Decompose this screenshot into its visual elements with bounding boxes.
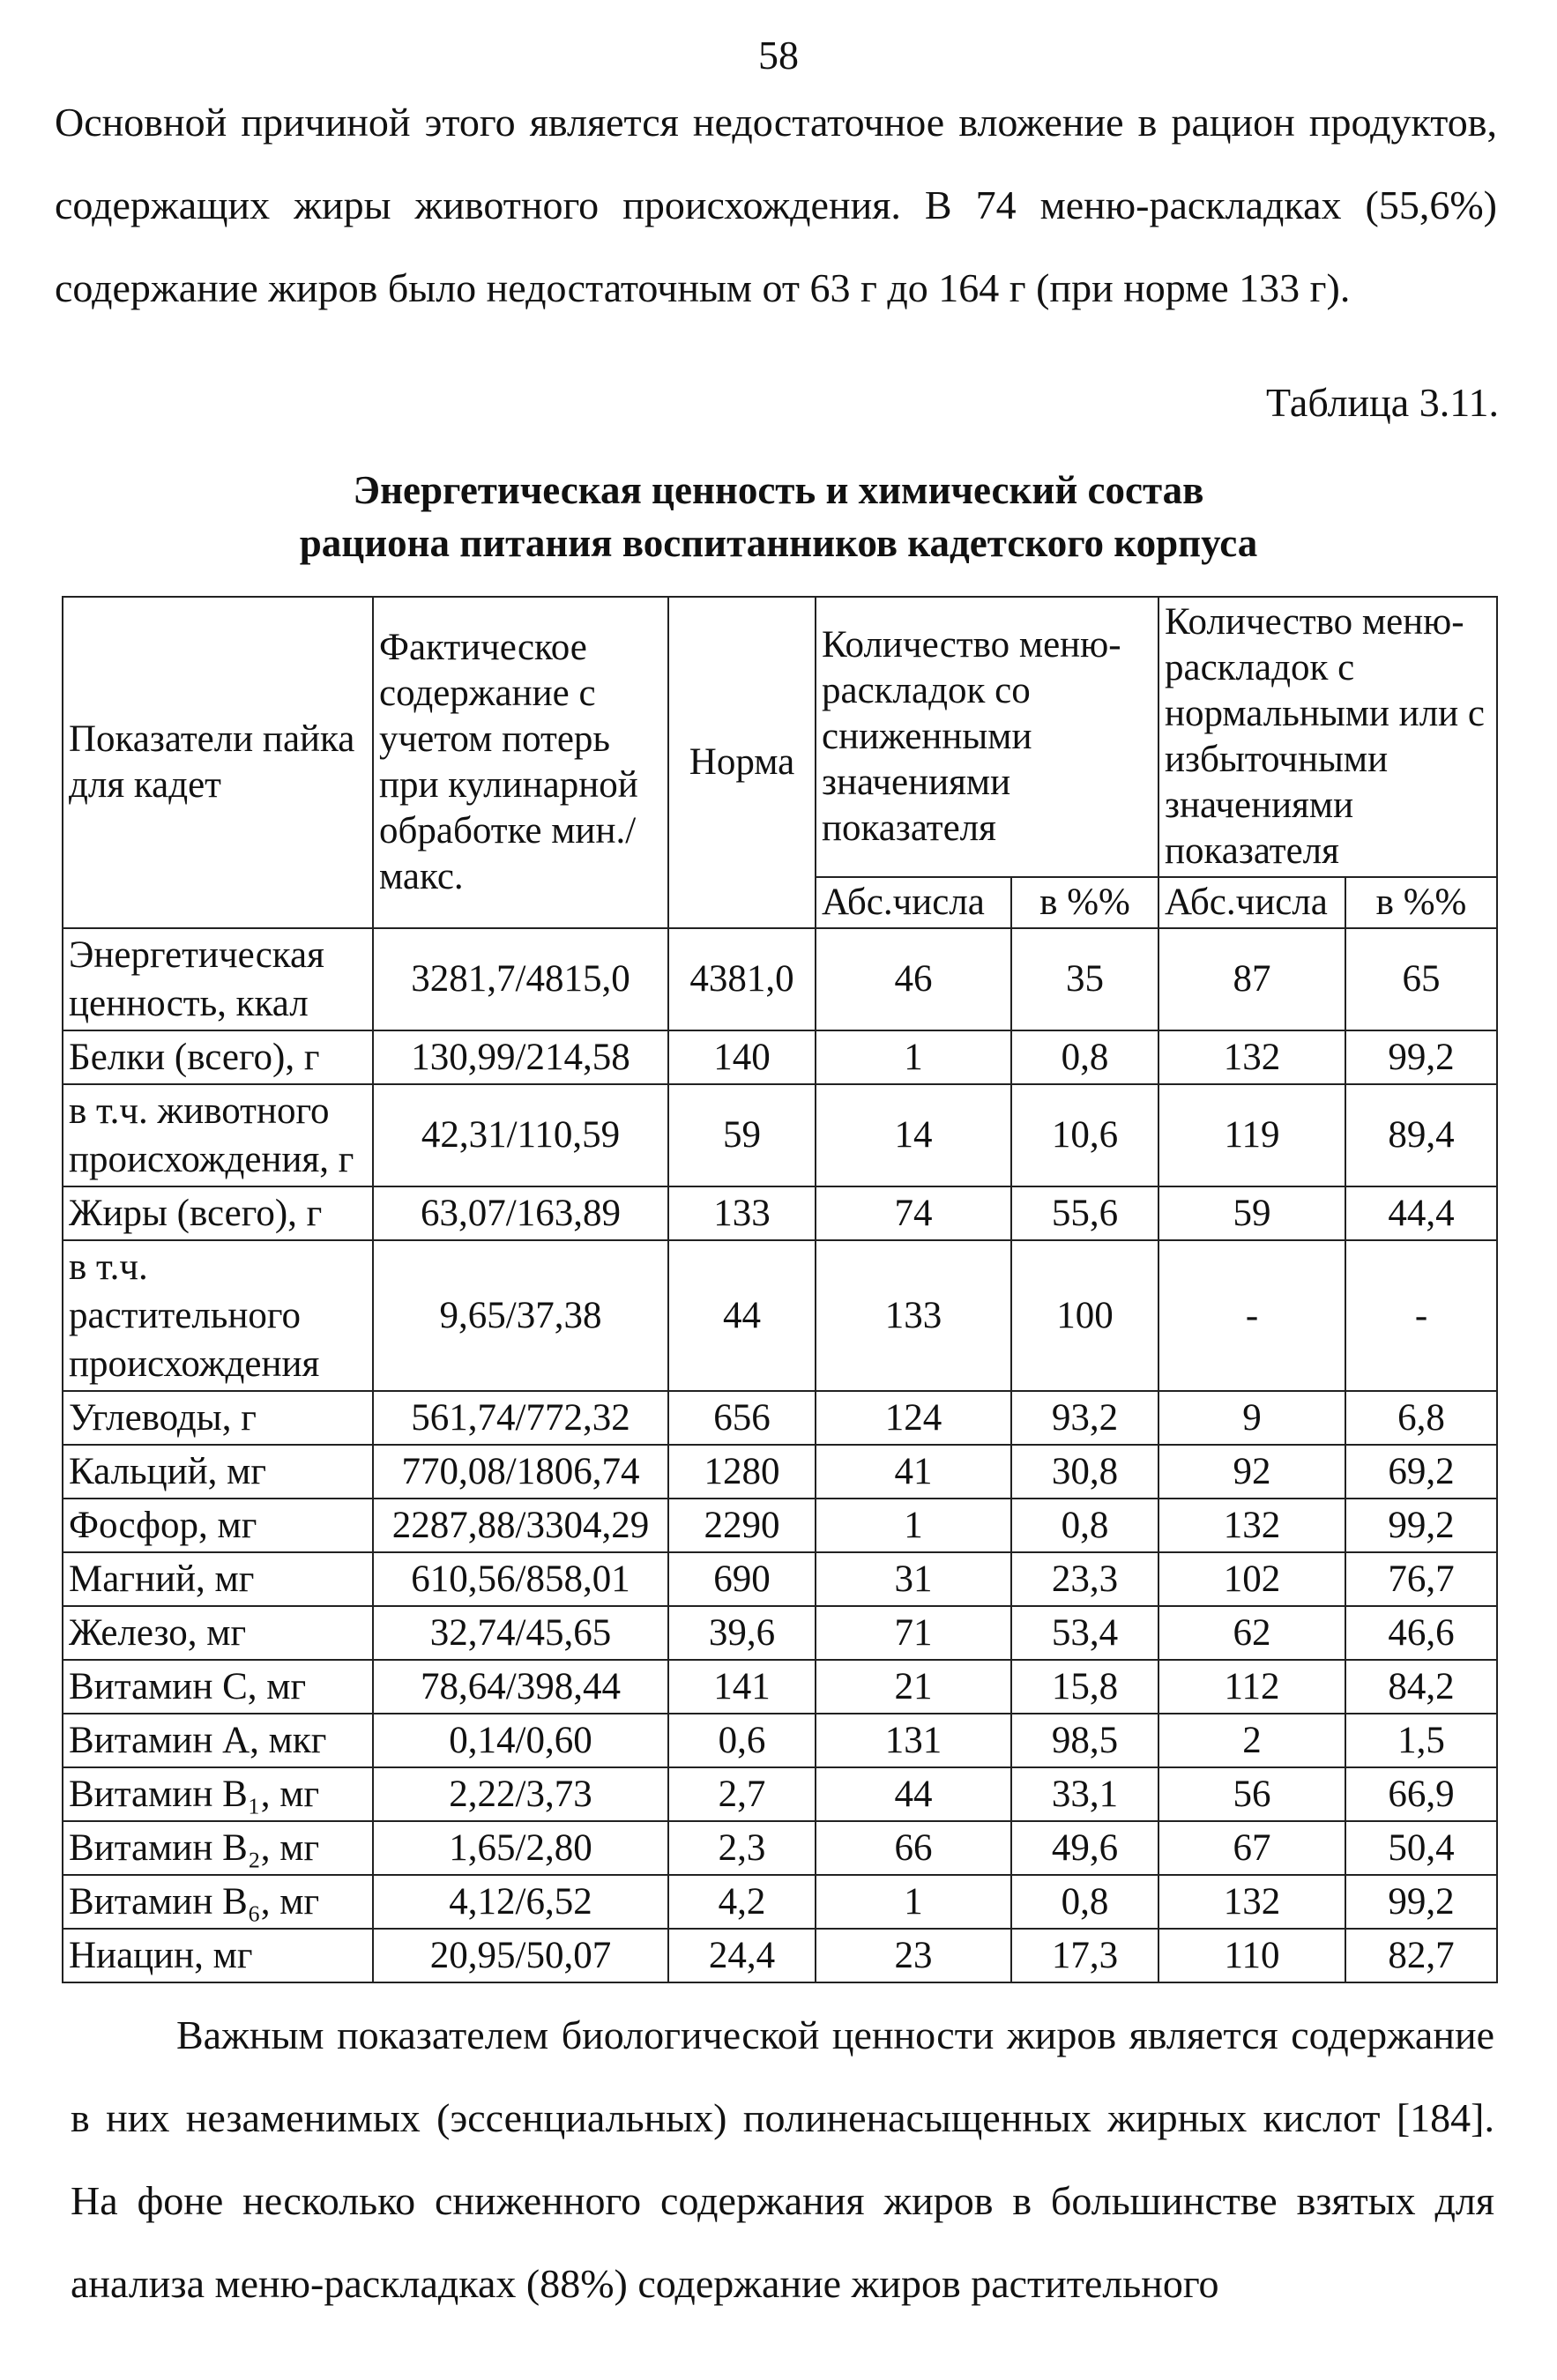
row-indicator: Энергетическая ценность, ккал (63, 928, 373, 1030)
row-indicator: Витамин С, мг (63, 1660, 373, 1714)
cell-nor-abs: 67 (1158, 1821, 1345, 1875)
table-row (63, 1391, 1497, 1445)
intro-paragraph: Основной причиной этого является недостаточное вложение в рацион продуктов, содержащих жиры животного происхождения. В 74 меню-раскладках (55,6%) содержание жиров было недостаточным от 63 г до 164 г (при норме 133 г). (55, 100, 1497, 310)
row-indicator: Витамин В₂, мг (63, 1821, 373, 1875)
cell-nor-pct: 69,2 (1345, 1445, 1497, 1499)
cell-nor-pct: 50,4 (1345, 1821, 1497, 1875)
header-normal-abs: Абс.числа (1158, 877, 1345, 928)
row-indicator: Витамин А, мкг (63, 1714, 373, 1767)
cell-norm: 1280 (668, 1445, 816, 1499)
table-row (63, 1767, 1497, 1821)
cell-norm: 133 (668, 1186, 816, 1240)
cell-nor-abs: 9 (1158, 1391, 1345, 1445)
cell-actual: 3281,7/4815,0 (373, 928, 668, 1030)
row-indicator: Белки (всего), г (63, 1030, 373, 1084)
cell-red-pct: 15,8 (1011, 1660, 1158, 1714)
cell-nor-abs: 102 (1158, 1552, 1345, 1606)
cell-nor-pct: 99,2 (1345, 1499, 1497, 1552)
cell-nor-abs: 132 (1158, 1499, 1345, 1552)
cell-red-pct: 100 (1011, 1240, 1158, 1391)
cell-actual: 63,07/163,89 (373, 1186, 668, 1240)
cell-actual: 610,56/858,01 (373, 1552, 668, 1606)
row-indicator: Магний, мг (63, 1552, 373, 1606)
header-reduced-abs: Абс.числа (816, 877, 1011, 928)
cell-red-abs: 23 (816, 1929, 1011, 1982)
table-caption: Таблица 3.11. (1265, 380, 1499, 425)
header-normal: Количество меню-раскладок с нормальными или с избыточными значениями показателя (1158, 597, 1497, 877)
cell-nor-pct: 82,7 (1345, 1929, 1497, 1982)
table-title (0, 464, 1557, 569)
table-row (63, 1821, 1497, 1875)
cell-nor-pct: 46,6 (1345, 1606, 1497, 1660)
cell-nor-abs: 92 (1158, 1445, 1345, 1499)
cell-actual: 770,08/1806,74 (373, 1445, 668, 1499)
cell-nor-abs: 119 (1158, 1084, 1345, 1186)
cell-norm: 59 (668, 1084, 816, 1186)
cell-nor-abs: 132 (1158, 1875, 1345, 1929)
cell-red-abs: 44 (816, 1767, 1011, 1821)
cell-nor-pct: 76,7 (1345, 1552, 1497, 1606)
cell-red-pct: 17,3 (1011, 1929, 1158, 1982)
table-row (63, 1660, 1497, 1714)
cell-actual: 20,95/50,07 (373, 1929, 668, 1982)
cell-nor-abs: 2 (1158, 1714, 1345, 1767)
cell-norm: 690 (668, 1552, 816, 1606)
cell-red-pct: 30,8 (1011, 1445, 1158, 1499)
cell-red-abs: 1 (816, 1030, 1011, 1084)
table-row (63, 1186, 1497, 1240)
cell-actual: 1,65/2,80 (373, 1821, 668, 1875)
cell-norm: 44 (668, 1240, 816, 1391)
header-reduced-pct: в %% (1011, 877, 1158, 928)
row-indicator: Жиры (всего), г (63, 1186, 373, 1240)
table-row (63, 1606, 1497, 1660)
table-title-line-2: рациона питания воспитанников кадетского корпуса (299, 521, 1258, 565)
cell-nor-pct: 99,2 (1345, 1030, 1497, 1084)
header-normal-pct: в %% (1345, 877, 1497, 928)
cell-nor-abs: 56 (1158, 1767, 1345, 1821)
cell-nor-pct: - (1345, 1240, 1497, 1391)
cell-norm: 2,3 (668, 1821, 816, 1875)
cell-red-pct: 98,5 (1011, 1714, 1158, 1767)
cell-red-abs: 131 (816, 1714, 1011, 1767)
cell-nor-abs: 59 (1158, 1186, 1345, 1240)
row-indicator: Витамин В₆, мг (63, 1875, 373, 1929)
cell-red-pct: 33,1 (1011, 1767, 1158, 1821)
cell-red-abs: 133 (816, 1240, 1011, 1391)
table-row (63, 1240, 1497, 1391)
cell-actual: 78,64/398,44 (373, 1660, 668, 1714)
cell-nor-pct: 65 (1345, 928, 1497, 1030)
table-row (63, 1445, 1497, 1499)
cell-norm: 140 (668, 1030, 816, 1084)
cell-norm: 2290 (668, 1499, 816, 1552)
header-actual: Фактическое содержание с учетом потерь при кулинарной обработке мин./макс. (373, 597, 668, 928)
row-indicator: Ниацин, мг (63, 1929, 373, 1982)
cell-actual: 130,99/214,58 (373, 1030, 668, 1084)
cell-red-pct: 0,8 (1011, 1499, 1158, 1552)
cell-red-pct: 55,6 (1011, 1186, 1158, 1240)
cell-actual: 0,14/0,60 (373, 1714, 668, 1767)
nutrition-table (62, 596, 1498, 1983)
cell-red-abs: 74 (816, 1186, 1011, 1240)
row-indicator: Витамин В₁, мг (63, 1767, 373, 1821)
cell-nor-pct: 1,5 (1345, 1714, 1497, 1767)
cell-actual: 32,74/45,65 (373, 1606, 668, 1660)
cell-red-pct: 49,6 (1011, 1821, 1158, 1875)
header-reduced: Количество меню-раскладок со сниженными значениями показателя (816, 597, 1158, 877)
cell-red-abs: 66 (816, 1821, 1011, 1875)
row-indicator: в т.ч. растительного происхождения (63, 1240, 373, 1391)
table-row (63, 1030, 1497, 1084)
cell-nor-pct: 44,4 (1345, 1186, 1497, 1240)
cell-nor-abs: 132 (1158, 1030, 1345, 1084)
cell-nor-pct: 99,2 (1345, 1875, 1497, 1929)
cell-red-abs: 41 (816, 1445, 1011, 1499)
cell-norm: 4381,0 (668, 928, 816, 1030)
table-row (63, 1084, 1497, 1186)
cell-red-pct: 35 (1011, 928, 1158, 1030)
table-row (63, 1499, 1497, 1552)
cell-red-pct: 93,2 (1011, 1391, 1158, 1445)
row-indicator: в т.ч. животного происхождения, г (63, 1084, 373, 1186)
table-body (63, 928, 1497, 1982)
table-row (63, 1714, 1497, 1767)
cell-nor-abs: 87 (1158, 928, 1345, 1030)
cell-red-abs: 31 (816, 1552, 1011, 1606)
cell-red-pct: 0,8 (1011, 1875, 1158, 1929)
cell-red-pct: 0,8 (1011, 1030, 1158, 1084)
row-indicator: Фосфор, мг (63, 1499, 373, 1552)
cell-nor-abs: 110 (1158, 1929, 1345, 1982)
cell-nor-abs: 112 (1158, 1660, 1345, 1714)
cell-nor-abs: 62 (1158, 1606, 1345, 1660)
header-indicator: Показатели пайка для кадет (63, 597, 373, 928)
cell-actual: 561,74/772,32 (373, 1391, 668, 1445)
cell-norm: 4,2 (668, 1875, 816, 1929)
row-indicator: Кальций, мг (63, 1445, 373, 1499)
cell-nor-abs: - (1158, 1240, 1345, 1391)
row-indicator: Железо, мг (63, 1606, 373, 1660)
table-row (63, 928, 1497, 1030)
cell-actual: 2,22/3,73 (373, 1767, 668, 1821)
cell-red-abs: 21 (816, 1660, 1011, 1714)
cell-red-abs: 46 (816, 928, 1011, 1030)
cell-norm: 141 (668, 1660, 816, 1714)
cell-norm: 39,6 (668, 1606, 816, 1660)
cell-red-abs: 1 (816, 1499, 1011, 1552)
table-row (63, 1929, 1497, 1982)
cell-red-pct: 53,4 (1011, 1606, 1158, 1660)
cell-nor-pct: 84,2 (1345, 1660, 1497, 1714)
cell-red-abs: 1 (816, 1875, 1011, 1929)
cell-actual: 2287,88/3304,29 (373, 1499, 668, 1552)
cell-nor-pct: 89,4 (1345, 1084, 1497, 1186)
cell-actual: 9,65/37,38 (373, 1240, 668, 1391)
page-number: 58 (758, 33, 799, 78)
cell-red-abs: 71 (816, 1606, 1011, 1660)
table-row (63, 1875, 1497, 1929)
table-title-line-1: Энергетическая ценность и химический состав (353, 468, 1204, 512)
header-norm: Норма (668, 597, 816, 928)
row-indicator: Углеводы, г (63, 1391, 373, 1445)
table-row (63, 1552, 1497, 1606)
cell-norm: 24,4 (668, 1929, 816, 1982)
cell-actual: 4,12/6,52 (373, 1875, 668, 1929)
cell-nor-pct: 66,9 (1345, 1767, 1497, 1821)
cell-norm: 0,6 (668, 1714, 816, 1767)
cell-red-pct: 10,6 (1011, 1084, 1158, 1186)
cell-red-abs: 14 (816, 1084, 1011, 1186)
cell-red-abs: 124 (816, 1391, 1011, 1445)
cell-norm: 2,7 (668, 1767, 816, 1821)
closing-paragraph: Важным показателем биологической ценности жиров является содержание в них незаменимых (эссенциальных) полиненасыщенных жирных кислот [184]. На фоне несколько сниженного содержания жиров в большинстве взятых для анализа меню-раскладках (88%) содержание жиров растительного (71, 2012, 1494, 2306)
cell-nor-pct: 6,8 (1345, 1391, 1497, 1445)
cell-norm: 656 (668, 1391, 816, 1445)
cell-red-pct: 23,3 (1011, 1552, 1158, 1606)
cell-actual: 42,31/110,59 (373, 1084, 668, 1186)
